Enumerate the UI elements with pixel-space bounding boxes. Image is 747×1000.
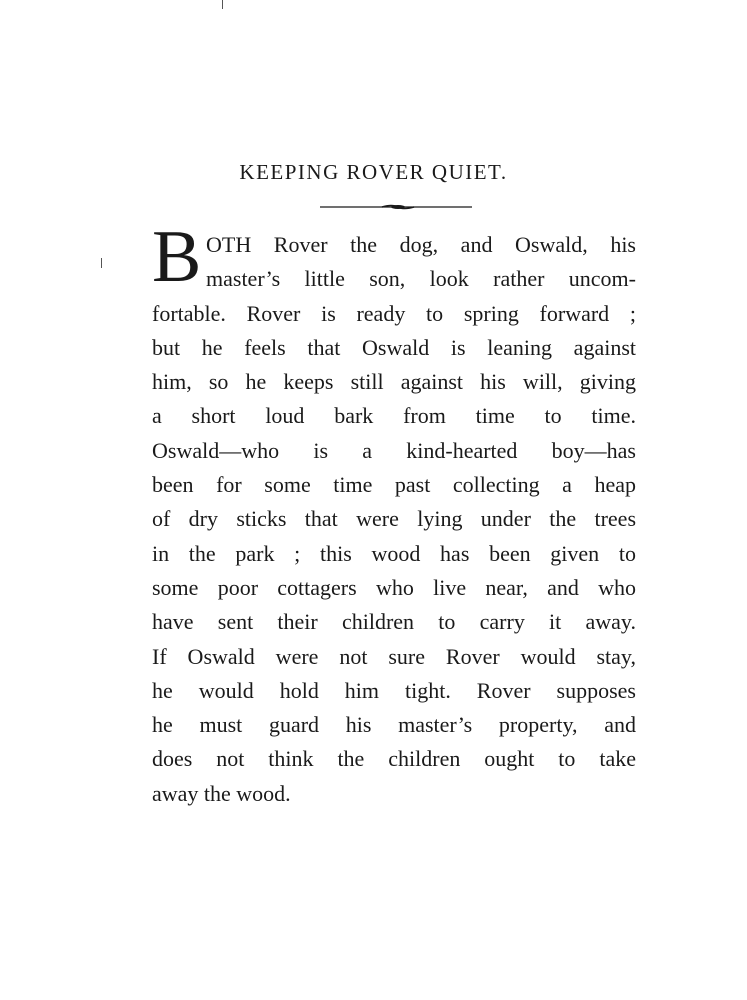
drop-cap: B [152, 216, 202, 298]
title-rule-ornament [320, 203, 472, 211]
text-line: away the wood. [152, 780, 291, 806]
text-line: does not think the children ought to take [152, 746, 636, 772]
text-line: OTH Rover the dog, and Oswald, his [206, 232, 636, 257]
scan-mark-top [222, 0, 223, 9]
text-line: Oswald—who is a kind-hearted boy—has [152, 437, 636, 463]
text-line: he must guard his master’s property, and [152, 712, 636, 738]
text-line: he would hold him tight. Rover supposes [152, 677, 636, 703]
page-title: KEEPING ROVER QUIET. [239, 160, 508, 184]
text-line: but he feels that Oswald is leaning against [152, 334, 636, 360]
text-line: fortable. Rover is ready to spring forward ; [152, 300, 636, 326]
text-line: some poor cottagers who live near, and who [152, 574, 636, 600]
text-line: been for some time past collecting a heap [152, 472, 636, 498]
text-line: him, so he keeps still against his will, giving [152, 369, 636, 395]
text-line: have sent their children to carry it away. [152, 609, 636, 635]
scan-mark-left [101, 258, 102, 268]
text-line: master’s little son, look rather uncom- [206, 266, 636, 292]
text-line: a short loud bark from time to time. [152, 403, 636, 429]
text-line: If Oswald were not sure Rover would stay, [152, 643, 636, 669]
text-line: of dry sticks that were lying under the trees [152, 506, 636, 532]
text-line: in the park ; this wood has been given to [152, 540, 636, 566]
story-paragraph [152, 216, 636, 811]
